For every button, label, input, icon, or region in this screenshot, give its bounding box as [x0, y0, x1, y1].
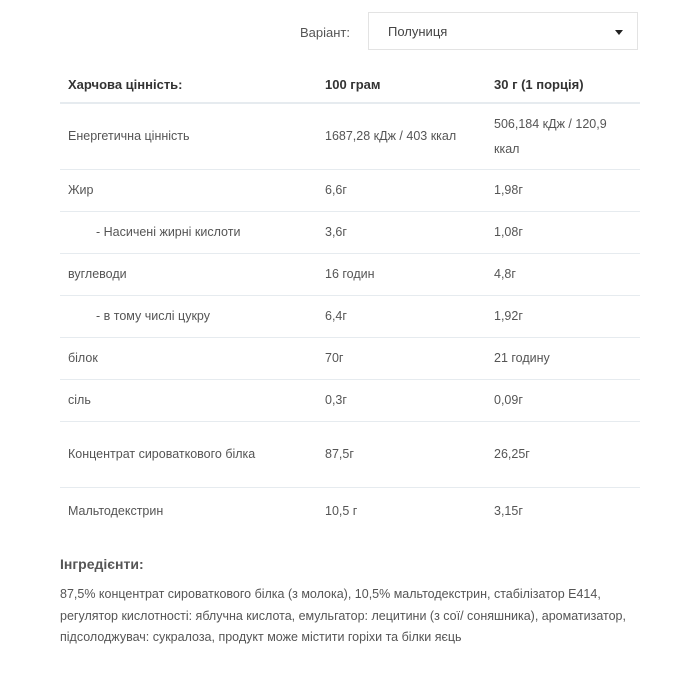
variant-select[interactable] — [368, 12, 638, 50]
value-per-serving: 1,08г — [486, 212, 640, 254]
variant-label: Варіант: — [300, 24, 350, 40]
table-row — [60, 338, 640, 380]
nutrient-name: Концентрат сироваткового білка — [60, 422, 317, 488]
value-per-serving: 26,25г — [486, 422, 640, 488]
variant-selected-value: Полуниця — [388, 23, 448, 39]
ingredients-section — [60, 556, 650, 649]
table-header-row — [60, 66, 640, 103]
value-per-serving: 0,09г — [486, 380, 640, 422]
nutrient-name: білок — [60, 338, 317, 380]
value-per-100g: 10,5 г — [325, 503, 358, 518]
header-per-100g: 100 грам — [317, 66, 486, 103]
value-per-100g: 16 годин — [317, 254, 486, 296]
header-nutrient: Харчова цінність: — [60, 66, 317, 103]
table-row — [60, 422, 640, 488]
table-row — [60, 170, 640, 212]
nutrient-name: Енергетична цінність — [60, 103, 317, 170]
value-per-100g: 6,4г — [317, 296, 486, 338]
header-per-serving: 30 г (1 порція) — [486, 66, 640, 103]
variant-selector-row — [300, 12, 448, 52]
table-row — [60, 212, 640, 254]
nutrient-name: Жир — [60, 170, 317, 212]
value-per-100g: 6,6г — [317, 170, 486, 212]
value-per-serving: 3,15г — [494, 503, 523, 518]
value-per-100g: 70г — [317, 338, 486, 380]
nutrient-name: сіль — [60, 380, 317, 422]
value-per-100g: 1687,28 кДж / 403 ккал — [317, 103, 486, 170]
nutrient-name: - Насичені жирні кислоти — [60, 212, 317, 254]
table-row — [60, 380, 640, 422]
table-row — [60, 296, 640, 338]
value-per-100g: 3,6г — [317, 212, 486, 254]
nutrient-name: Мальтодекстрин — [68, 503, 164, 518]
ingredients-title: Інгредієнти: — [60, 556, 144, 572]
nutrition-table — [60, 66, 640, 534]
value-per-serving: 1,98г — [486, 170, 640, 212]
value-per-100g: 87,5г — [317, 422, 486, 488]
value-per-serving: 1,92г — [486, 296, 640, 338]
chevron-down-icon — [615, 30, 623, 35]
value-per-100g: 0,3г — [317, 380, 486, 422]
ingredients-text: 87,5% концентрат сироваткового білка (з молока), 10,5% мальтодекстрин, стабілізатор Е414, регулятор кислотності: яблучна кислота, емульгатор: лецитини (з сої/ соняшника), ароматизатор, підсолоджувач: сукралоза, продукт може містити горіхи та білки яєць — [60, 587, 626, 644]
value-per-serving: 506,184 кДж / 120,9 ккал — [486, 103, 640, 170]
value-per-serving: 4,8г — [486, 254, 640, 296]
table-row — [60, 254, 640, 296]
table-row — [60, 488, 640, 535]
value-per-serving: 21 годину — [486, 338, 640, 380]
nutrient-name: - в тому числі цукру — [60, 296, 317, 338]
nutrient-name: вуглеводи — [60, 254, 317, 296]
table-row — [60, 103, 640, 170]
